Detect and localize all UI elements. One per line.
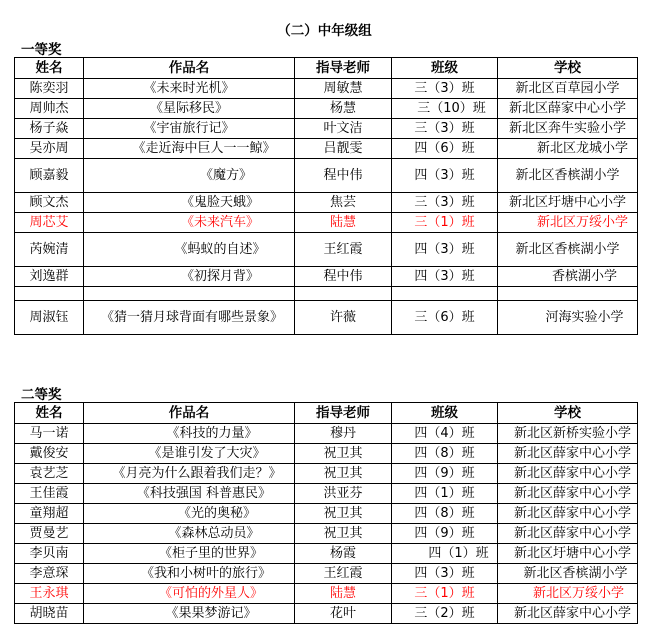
cell-teacher: 王红霞: [295, 564, 392, 584]
cell-name: 刘逸群: [15, 267, 84, 287]
cell-work: 《鬼脸天蛾》: [84, 193, 295, 213]
cell-name: 王永琪: [15, 584, 84, 604]
cell-name: 芮婉清: [15, 233, 84, 267]
cell-class: 四（3）班: [392, 564, 498, 584]
cell-name: 周淑钰: [15, 301, 84, 335]
header-work: 作品名: [84, 403, 295, 424]
table-row: [15, 159, 638, 193]
cell-school: 新北区薛家中心小学: [498, 484, 638, 504]
cell-class: 四（9）班: [392, 464, 498, 484]
cell-name: 李贝南: [15, 544, 84, 564]
table-row: [15, 301, 638, 335]
table-row: [15, 484, 638, 504]
cell-work: 《柜子里的世界》: [84, 544, 295, 564]
section-title: （二）中年级组: [277, 23, 372, 39]
cell-school: 香槟湖小学: [498, 267, 638, 287]
cell-work: 《未来时光机》: [84, 79, 295, 99]
table-row: [15, 424, 638, 444]
cell-work: 《蚂蚁的自述》: [84, 233, 295, 267]
cell-work: 《科技的力量》: [84, 424, 295, 444]
cell-teacher: 陆慧: [295, 213, 392, 233]
cell-name: 顾文杰: [15, 193, 84, 213]
header-class: 班级: [392, 58, 498, 79]
first-prize-label: 一等奖: [21, 42, 62, 58]
cell-work: 《果果梦游记》: [84, 604, 295, 624]
cell-work: 《星际移民》: [84, 99, 295, 119]
table-row: [15, 564, 638, 584]
cell-school: 新北区香槟湖小学: [498, 233, 638, 267]
header-name: 姓名: [15, 58, 84, 79]
cell-work: 《初探月背》: [84, 267, 295, 287]
cell-school: 新北区薛家中心小学: [498, 464, 638, 484]
table-row: [15, 99, 638, 119]
cell-class: 四（3）班: [392, 159, 498, 193]
cell-class: 四（1）班: [392, 544, 498, 564]
table-row: [15, 584, 638, 604]
cell-teacher: 叶文洁: [295, 119, 392, 139]
header-work: 作品名: [84, 58, 295, 79]
cell-school: 新北区圩塘中心小学: [498, 193, 638, 213]
cell-name: 童翔超: [15, 504, 84, 524]
cell-work: 《是谁引发了大灾》: [84, 444, 295, 464]
cell-school: 新北区香槟湖小学: [498, 159, 638, 193]
cell-class: 四（6）班: [392, 139, 498, 159]
cell-school: 新北区万绥小学: [498, 213, 638, 233]
cell-work: 《未来汽车》: [84, 213, 295, 233]
table-row: [15, 444, 638, 464]
cell-name: 顾嘉毅: [15, 159, 84, 193]
header-class: 班级: [392, 403, 498, 424]
cell-teacher: 陆慧: [295, 584, 392, 604]
cell-name: 王佳霞: [15, 484, 84, 504]
table-row: [15, 193, 638, 213]
cell-work: 《可怕的外星人》: [84, 584, 295, 604]
cell-name: 杨子焱: [15, 119, 84, 139]
cell-class: 四（8）班: [392, 504, 498, 524]
cell-work: 《猜一猜月球背面有哪些景象》: [84, 301, 295, 335]
cell-school: 新北区奔牛实验小学: [498, 119, 638, 139]
cell-school: 新北区薛家中心小学: [498, 604, 638, 624]
cell-teacher: 王红霞: [295, 233, 392, 267]
cell-work: 《森林总动员》: [84, 524, 295, 544]
cell-work: 《宇宙旅行记》: [84, 119, 295, 139]
cell-class: 三（3）班: [392, 119, 498, 139]
cell-class: 四（4）班: [392, 424, 498, 444]
table-header-row: [15, 403, 638, 424]
cell-name: 周帅杰: [15, 99, 84, 119]
second-prize-table: [14, 402, 638, 624]
cell-name: 袁艺芝: [15, 464, 84, 484]
cell-class: 三（3）班: [392, 79, 498, 99]
table-row: [15, 213, 638, 233]
cell-school: 新北区薛家中心小学: [498, 99, 638, 119]
table-row: [15, 79, 638, 99]
cell-name: 贾曼艺: [15, 524, 84, 544]
cell-teacher: 祝卫其: [295, 464, 392, 484]
cell-school: 新北区百草园小学: [498, 79, 638, 99]
table-row: [15, 524, 638, 544]
cell-school: 新北区薛家中心小学: [498, 524, 638, 544]
cell-teacher: 周敏慧: [295, 79, 392, 99]
table-gap-row: [15, 287, 638, 301]
cell-name: 周芯艾: [15, 213, 84, 233]
cell-class: 三（1）班: [392, 213, 498, 233]
cell-name: 陈奕羽: [15, 79, 84, 99]
table-row: [15, 119, 638, 139]
cell-name: 马一诺: [15, 424, 84, 444]
cell-teacher: 穆丹: [295, 424, 392, 444]
cell-name: 戴俊安: [15, 444, 84, 464]
cell-teacher: 吕靓雯: [295, 139, 392, 159]
cell-teacher: 焦芸: [295, 193, 392, 213]
cell-school: 新北区龙城小学: [498, 139, 638, 159]
header-school: 学校: [498, 403, 638, 424]
cell-class: 三（10）班: [392, 99, 498, 119]
cell-school: 新北区薛家中心小学: [498, 444, 638, 464]
cell-work: 《月亮为什么跟着我们走？》: [84, 464, 295, 484]
cell-school: 新北区万绥小学: [498, 584, 638, 604]
cell-class: 四（9）班: [392, 524, 498, 544]
table-row: [15, 139, 638, 159]
cell-school: 新北区圩塘中心小学: [498, 544, 638, 564]
cell-teacher: 杨慧: [295, 99, 392, 119]
cell-name: 胡晓苗: [15, 604, 84, 624]
cell-class: 四（3）班: [392, 233, 498, 267]
cell-teacher: 花叶: [295, 604, 392, 624]
cell-teacher: 祝卫其: [295, 504, 392, 524]
cell-work: 《我和小树叶的旅行》: [84, 564, 295, 584]
cell-teacher: 杨霞: [295, 544, 392, 564]
cell-teacher: 祝卫其: [295, 444, 392, 464]
table-row: [15, 604, 638, 624]
first-prize-table: [14, 57, 638, 335]
cell-class: 三（1）班: [392, 584, 498, 604]
cell-school: 新北区新桥实验小学: [498, 424, 638, 444]
cell-class: 三（2）班: [392, 604, 498, 624]
second-prize-label: 二等奖: [21, 387, 62, 403]
cell-work: 《科技强国 科普惠民》: [84, 484, 295, 504]
table-row: [15, 267, 638, 287]
header-name: 姓名: [15, 403, 84, 424]
cell-class: 三（6）班: [392, 301, 498, 335]
cell-teacher: 祝卫其: [295, 524, 392, 544]
cell-class: 四（3）班: [392, 267, 498, 287]
header-school: 学校: [498, 58, 638, 79]
table-row: [15, 233, 638, 267]
cell-school: 新北区香槟湖小学: [498, 564, 638, 584]
table-header-row: [15, 58, 638, 79]
cell-work: 《走近海中巨人一一鲸》: [84, 139, 295, 159]
cell-teacher: 许薇: [295, 301, 392, 335]
header-teacher: 指导老师: [295, 58, 392, 79]
cell-name: 吴亦周: [15, 139, 84, 159]
cell-school: 河海实验小学: [498, 301, 638, 335]
cell-class: 四（8）班: [392, 444, 498, 464]
cell-class: 三（3）班: [392, 193, 498, 213]
cell-teacher: 洪亚芬: [295, 484, 392, 504]
cell-teacher: 程中伟: [295, 267, 392, 287]
table-row: [15, 504, 638, 524]
table-row: [15, 544, 638, 564]
cell-class: 四（1）班: [392, 484, 498, 504]
cell-work: 《光的奥秘》: [84, 504, 295, 524]
cell-school: 新北区薛家中心小学: [498, 504, 638, 524]
cell-work: 《魔方》: [84, 159, 295, 193]
cell-teacher: 程中伟: [295, 159, 392, 193]
cell-name: 李意琛: [15, 564, 84, 584]
table-row: [15, 464, 638, 484]
header-teacher: 指导老师: [295, 403, 392, 424]
